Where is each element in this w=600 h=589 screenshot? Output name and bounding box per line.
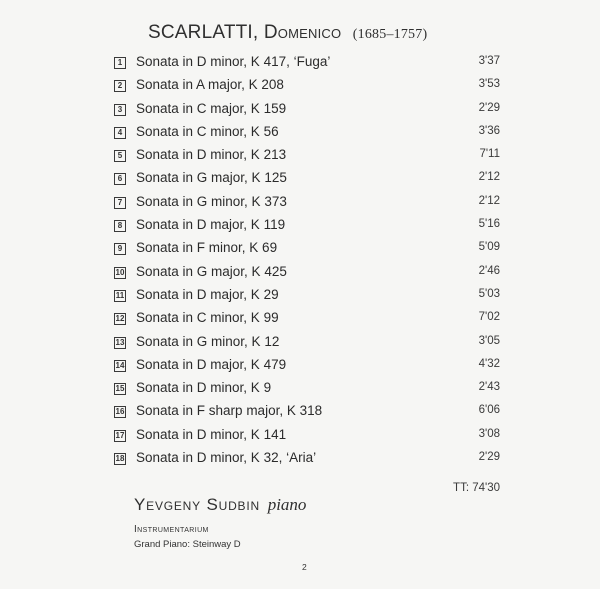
- track-list: [114, 54, 500, 473]
- track-duration: 7'11: [479, 148, 500, 161]
- track-number: 10: [115, 267, 125, 277]
- track-number: 2: [114, 80, 126, 92]
- track-row: [114, 264, 500, 287]
- track-title: Sonata in D major, K 479: [136, 356, 287, 372]
- track-title: Sonata in D major, K 119: [136, 217, 286, 233]
- track-title: Sonata in F minor, K 69: [136, 240, 278, 256]
- track-row: [114, 310, 500, 333]
- composer-heading: [148, 22, 427, 44]
- track-row: [114, 194, 500, 217]
- track-number: 4: [114, 127, 126, 139]
- track-title: Sonata in A major, K 208: [136, 77, 284, 93]
- track-duration: 5'03: [478, 287, 500, 300]
- track-number: 18: [115, 454, 125, 464]
- track-title: Sonata in D minor, K 213: [136, 147, 287, 163]
- composer-first-name: Domenico: [263, 22, 342, 43]
- track-title: Sonata in D major, K 29: [136, 286, 279, 302]
- track-title: Sonata in G major, K 125: [136, 170, 287, 186]
- track-duration: 7'02: [478, 311, 500, 324]
- track-row: [114, 170, 500, 193]
- track-row: [114, 101, 500, 124]
- instrumentarium-label: Instrumentarium: [134, 524, 209, 535]
- track-title: Sonata in G minor, K 373: [136, 193, 287, 209]
- track-duration: 2'12: [478, 194, 500, 207]
- performer-instrument: piano: [267, 495, 307, 514]
- track-number: 14: [115, 360, 125, 370]
- track-duration: 3'05: [478, 334, 500, 347]
- track-duration: 2'12: [478, 171, 500, 184]
- track-number: 12: [115, 314, 125, 324]
- track-number: 15: [115, 384, 125, 394]
- track-duration: 3'53: [478, 78, 500, 91]
- track-row: [114, 334, 500, 357]
- track-number: 13: [115, 337, 125, 347]
- track-title: Sonata in G minor, K 12: [136, 333, 280, 349]
- performer-name: Yevgeny Sudbin: [134, 495, 260, 514]
- track-number: 1: [114, 57, 126, 69]
- track-duration: 2'29: [478, 451, 500, 464]
- instrumentarium-value: Grand Piano: Steinway D: [134, 539, 241, 550]
- track-row: [114, 54, 500, 77]
- track-row: [114, 240, 500, 263]
- track-title: Sonata in G major, K 425: [136, 263, 287, 279]
- performer-credit: [134, 495, 306, 515]
- track-row: [114, 77, 500, 100]
- track-duration: 2'29: [478, 101, 500, 114]
- track-number: 17: [115, 430, 125, 440]
- track-duration: 3'36: [478, 124, 500, 137]
- track-title: Sonata in D minor, K 141: [136, 426, 287, 442]
- track-number: 11: [115, 290, 125, 300]
- track-title: Sonata in C minor, K 99: [136, 310, 279, 326]
- track-row: [114, 450, 500, 473]
- track-title: Sonata in F sharp major, K 318: [136, 403, 323, 419]
- track-duration: 3'08: [478, 427, 500, 440]
- page-number: 2: [302, 562, 307, 572]
- track-row: [114, 380, 500, 403]
- track-duration: 5'09: [478, 241, 500, 254]
- track-row: [114, 217, 500, 240]
- track-duration: 6'06: [478, 404, 500, 417]
- track-title: Sonata in C minor, K 56: [136, 123, 279, 139]
- track-title: Sonata in D minor, K 32, ‘Aria’: [136, 450, 317, 466]
- track-title: Sonata in D minor, K 9: [136, 380, 272, 396]
- track-duration: 2'43: [478, 381, 500, 394]
- total-time: TT: 74'30: [453, 482, 500, 494]
- track-duration: 2'46: [478, 264, 500, 277]
- track-duration: 3'37: [478, 55, 500, 67]
- track-number: 5: [114, 150, 126, 162]
- track-row: [114, 427, 500, 450]
- track-number: 8: [114, 220, 126, 232]
- track-row: [114, 287, 500, 310]
- track-number: 6: [114, 173, 126, 185]
- track-duration: 4'32: [478, 357, 500, 370]
- track-row: [114, 124, 500, 147]
- track-row: [114, 147, 500, 170]
- composer-dates: (1685–1757): [352, 27, 428, 42]
- track-number: 3: [114, 104, 126, 116]
- track-row: [114, 403, 500, 426]
- track-number: 7: [114, 197, 126, 209]
- track-number: 16: [115, 407, 125, 417]
- track-number: 9: [114, 243, 126, 255]
- track-row: [114, 357, 500, 380]
- track-duration: 5'16: [478, 218, 500, 231]
- track-title: Sonata in C major, K 159: [136, 100, 287, 116]
- track-title: Sonata in D minor, K 417, ‘Fuga’: [136, 54, 331, 69]
- composer-last-name: SCARLATTI,: [148, 22, 259, 43]
